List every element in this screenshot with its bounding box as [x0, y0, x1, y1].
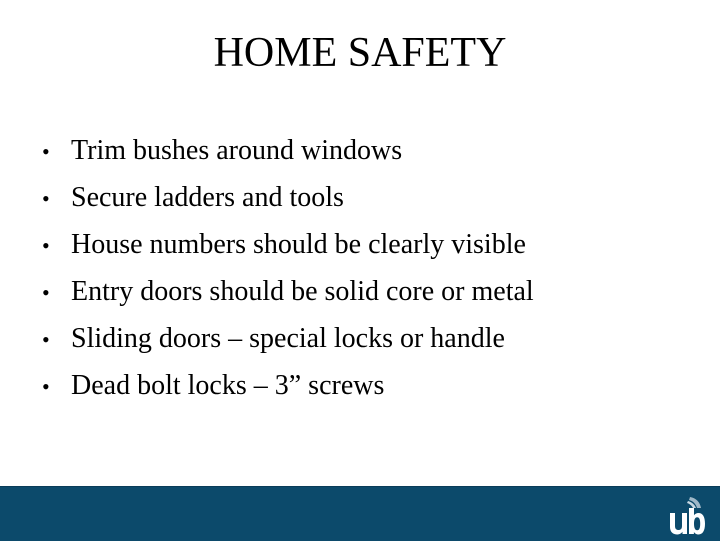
- bullet-text: Trim bushes around windows: [71, 135, 403, 166]
- bullet-text: House numbers should be clearly visible: [71, 229, 526, 260]
- bullet-icon: •: [42, 233, 50, 258]
- bullet-item: [42, 363, 534, 410]
- bullet-item: [42, 128, 534, 175]
- bullet-item: [42, 175, 534, 222]
- bullet-text: Dead bolt locks – 3” screws: [71, 370, 385, 401]
- bullet-text: Secure ladders and tools: [71, 182, 344, 213]
- bullet-text: Entry doors should be solid core or metal: [71, 276, 534, 307]
- bullet-item: [42, 269, 534, 316]
- footer-bar: [0, 486, 720, 541]
- bullet-icon: •: [42, 327, 50, 352]
- bullet-item: [42, 222, 534, 269]
- ub-logo-icon: [666, 495, 706, 537]
- bullet-icon: •: [42, 186, 50, 211]
- slide-title: HOME SAFETY: [213, 30, 507, 76]
- bullet-icon: •: [42, 280, 50, 305]
- bullet-list: [42, 128, 534, 410]
- bullet-icon: •: [42, 374, 50, 399]
- bullet-icon: •: [42, 139, 50, 164]
- bullet-text: Sliding doors – special locks or handle: [71, 323, 505, 354]
- bullet-item: [42, 316, 534, 363]
